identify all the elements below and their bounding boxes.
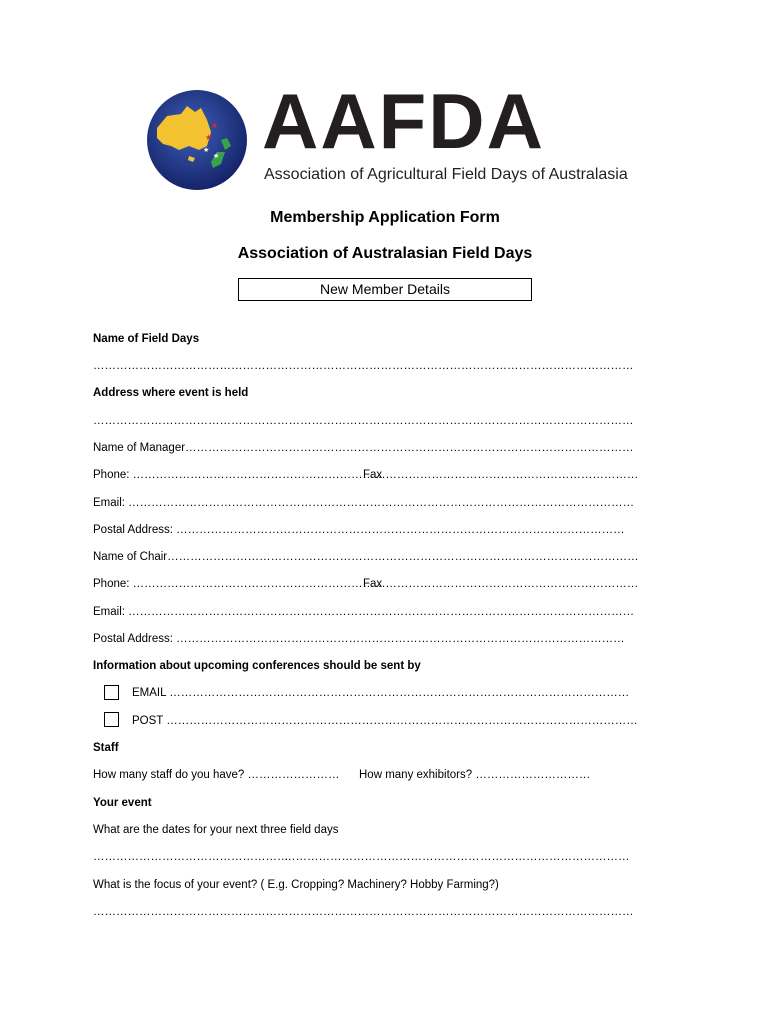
post-checkbox[interactable] [104,712,119,727]
manager-fax-input[interactable]: Fax ………………………………………………………… [363,469,639,481]
email-checkbox[interactable] [104,685,119,700]
chair-postal-input[interactable]: Postal Address: ……………………………………………………………………………………………………… [93,633,625,645]
conferences-label: Information about upcoming conferences should be sent by [93,660,421,672]
globe-icon [145,88,255,198]
logo-acronym: AAFDA [262,77,545,165]
date-input-2[interactable]: …………………………………………… [284,851,480,863]
date-input-3[interactable]: ………………………………… [480,851,630,863]
post-option-label[interactable]: POST …………………………………………………………………………………………………………… [132,715,638,727]
focus-question: What is the focus of your event? ( E.g. Cropping? Machinery? Hobby Farming?) [93,879,499,891]
address-input[interactable]: …………………………………………………………………………………………………………………………… [93,415,634,427]
svg-text:★: ★ [213,152,220,160]
dates-question: What are the dates for your next three field days [93,824,339,836]
chair-row: Name of Chair…………………………………………………………………………………………………………… [93,551,639,563]
manager-row: Name of Manager……………………………………………………………………………………………………… [93,442,634,454]
focus-input[interactable]: …………………………………………………………………………………………………………………………… [93,906,634,918]
manager-postal-input[interactable]: Postal Address: ……………………………………………………………………………………………………… [93,524,625,536]
field-days-label: Name of Field Days [93,333,200,345]
date-input-1[interactable]: …………………………………………… [93,851,289,863]
svg-text:★: ★ [203,146,210,154]
page-subtitle: Association of Australasian Field Days [237,245,533,262]
event-label: Your event [93,797,152,809]
svg-text:★: ★ [211,121,219,130]
field-days-input[interactable]: …………………………………………………………………………………………………………………………… [93,360,634,372]
chair-phone-input[interactable]: Phone: ………………………………………………………… [93,578,386,590]
page-title: Membership Application Form [270,209,500,226]
manager-email-input[interactable]: Email: …………………………………………………………………………………………………………………… [93,497,635,509]
address-label: Address where event is held [93,387,249,399]
svg-text:★: ★ [205,133,213,142]
email-option-label[interactable]: EMAIL ………………………………………………………………………………………………………… [132,687,630,699]
chair-email-input[interactable]: Email: …………………………………………………………………………………………………………………… [93,606,635,618]
section-heading: New Member Details [238,278,532,301]
manager-phone-input[interactable]: Phone: ………………………………………………………… [93,469,386,481]
logo-full-name: Association of Agricultural Field Days of Australasia [264,166,628,183]
chair-fax-input[interactable]: Fax ………………………………………………………… [363,578,639,590]
staff-count-input[interactable]: How many staff do you have? …………………… [93,769,340,781]
staff-label: Staff [93,742,119,754]
exhibitors-count-input[interactable]: How many exhibitors? ………………………… [359,769,591,781]
